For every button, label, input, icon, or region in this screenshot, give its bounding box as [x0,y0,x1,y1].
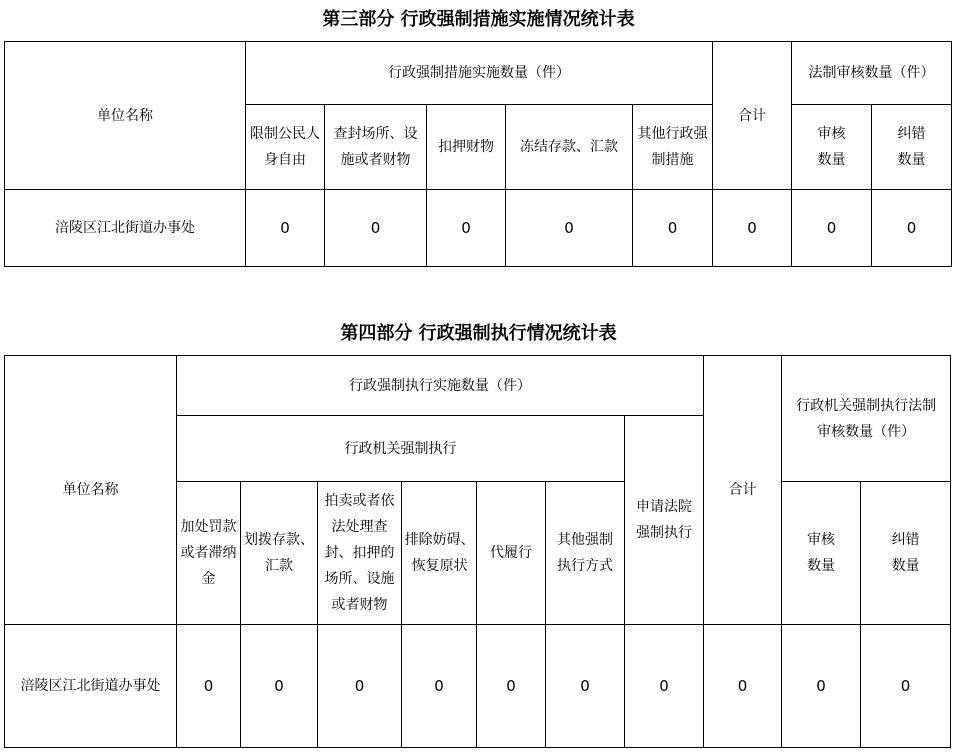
value-cell: 0 [625,625,704,748]
col-other-measures: 其他行政强制措施 [633,105,713,190]
value-cell: 0 [477,625,546,748]
value-cell: 0 [427,190,506,267]
col-detain-property: 扣押财物 [427,105,506,190]
col-freeze-deposits: 冻结存款、汇款 [506,105,633,190]
value-cell: 0 [318,625,402,748]
col-remove-obstruction: 排除妨碍、恢复原状 [402,482,477,625]
col-other-execution: 其他强制执行方式 [546,482,625,625]
part4-title: 第四部分 行政强制执行情况统计表 [340,323,617,344]
value-cell: 0 [782,625,861,748]
legal-review-header: 法制审核数量（件） [792,42,952,105]
part3-table [4,41,952,267]
value-cell: 0 [402,625,477,748]
unit-name-header: 单位名称 [5,356,177,625]
agency-execution-header: 行政机关强制执行 [177,416,625,482]
value-cell: 0 [546,625,625,748]
col-substitute-performance: 代履行 [477,482,546,625]
value-cell: 0 [704,625,782,748]
part3-title: 第三部分 行政强制措施实施情况统计表 [322,9,635,30]
col-court-enforcement: 申请法院强制执行 [625,416,704,625]
value-cell: 0 [246,190,325,267]
col-seal-up: 查封场所、设施或者财物 [325,105,427,190]
unit-name-cell: 涪陵区江北街道办事处 [5,625,177,748]
table-row [5,190,952,267]
col-restrict-freedom: 限制公民人身自由 [246,105,325,190]
value-cell: 0 [633,190,713,267]
value-cell: 0 [506,190,633,267]
part4-table [4,355,951,748]
unit-name-cell: 涪陵区江北街道办事处 [5,190,246,267]
col-review-count: 审核数量 [792,105,872,190]
col-auction-property: 拍卖或者依法处理查封、扣押的场所、设施或者财物 [318,482,402,625]
value-cell: 0 [241,625,318,748]
exec-legal-review-header: 行政机关强制执行法制审核数量（件） [782,356,951,482]
col-transfer-deposits: 划拨存款、汇款 [241,482,318,625]
col-review-count: 审核数量 [782,482,861,625]
value-cell: 0 [792,190,872,267]
value-cell: 0 [325,190,427,267]
value-cell: 0 [872,190,952,267]
execution-count-header: 行政强制执行实施数量（件） [177,356,704,416]
col-correction-count: 纠错数量 [861,482,951,625]
unit-name-header: 单位名称 [5,42,246,190]
col-fines-surcharges: 加处罚款或者滞纳金 [177,482,241,625]
table-row [5,625,951,748]
measures-count-header: 行政强制措施实施数量（件） [246,42,713,105]
total-header: 合计 [713,42,792,190]
total-header: 合计 [704,356,782,625]
value-cell: 0 [861,625,951,748]
value-cell: 0 [177,625,241,748]
value-cell: 0 [713,190,792,267]
col-correction-count: 纠错数量 [872,105,952,190]
